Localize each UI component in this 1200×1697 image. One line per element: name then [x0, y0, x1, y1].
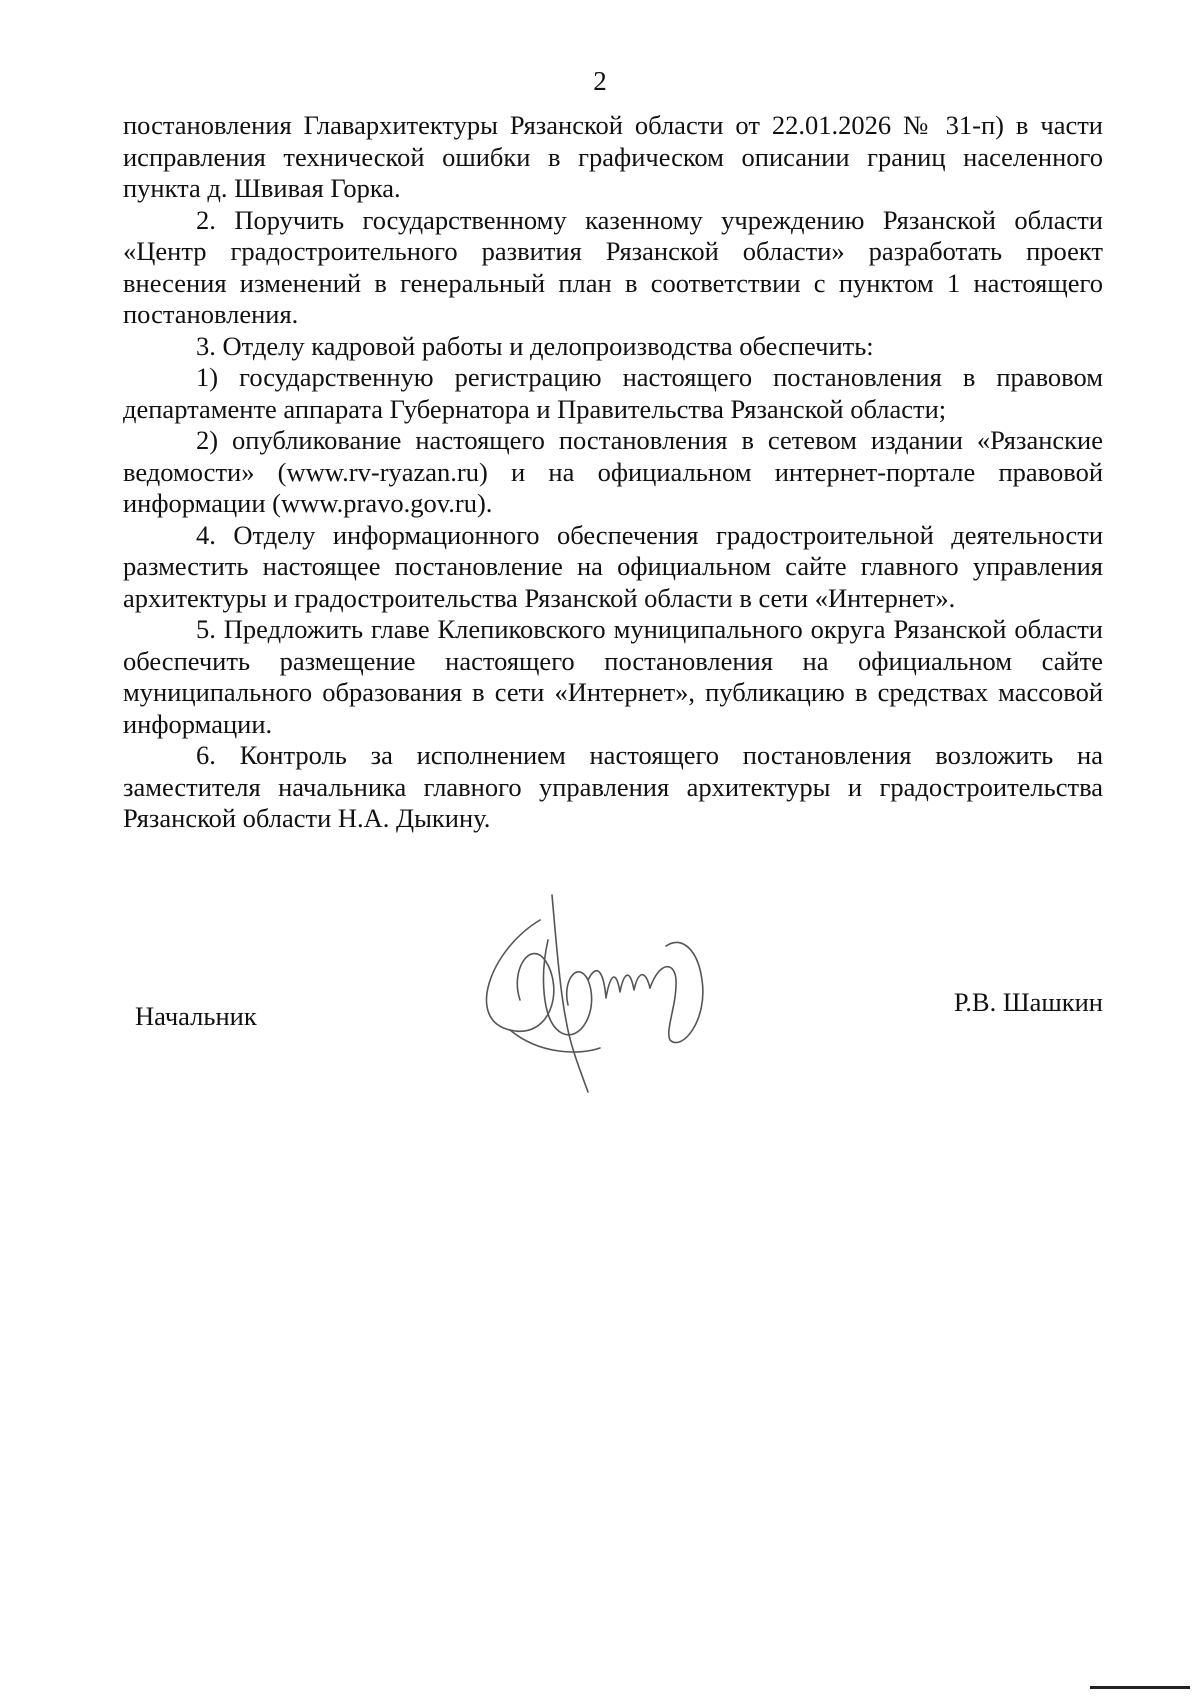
page-number: 2 — [593, 66, 607, 96]
paragraph-item-6: 6. Контроль за исполнением настоящего постановления возложить на заместителя начальника главного управления архитектуры и градостроительства Рязанской области Н.А. Дыкину. — [123, 740, 1103, 833]
paragraph-subitem-1: 1) государственную регистрацию настоящего постановления в правовом департаменте аппарата Губернатора и Правительства Рязанской области; — [123, 362, 1103, 424]
handwritten-signature — [470, 880, 770, 1100]
signatory-name: Р.В. Шашкин — [953, 987, 1103, 1017]
document-body — [123, 110, 1103, 835]
page-edge-line — [1090, 1686, 1190, 1689]
paragraph-subitem-2: 2) опубликование настоящего постановления в сетевом издании «Рязанские ведомости» (www.rv-ryazan.ru) и на официальном интернет-портале правовой информации (www.pravo.gov.ru). — [123, 425, 1103, 518]
paragraph-continuation: постановления Главархитектуры Рязанской области от 22.01.2026 № 31-п) в части исправления технической ошибки в графическом описании границ населенного пункта д. Швивая Горка. — [123, 110, 1103, 203]
paragraph-item-4: 4. Отделу информационного обеспечения градостроительной деятельности разместить настоящее постановление на официальном сайте главного управления архитектуры и градостроительства Рязанской области в сети «Интернет». — [123, 519, 1103, 613]
signatory-title: Начальник — [135, 1001, 257, 1031]
paragraph-item-2: 2. Поручить государственному казенному учреждению Рязанской области «Центр градостроительного развития Рязанской области» разработать проект внесения изменений в генеральный план в соответствии с пунктом 1 настоящего постановления. — [123, 204, 1103, 329]
paragraph-item-3: 3. Отделу кадровой работы и делопроизводства обеспечить: — [196, 330, 874, 361]
paragraph-item-5: 5. Предложить главе Клепиковского муниципального округа Рязанской области обеспечить размещение настоящего постановления на официальном сайте муниципального образования в сети «Интернет», публикацию в средствах массовой информации. — [123, 614, 1103, 739]
